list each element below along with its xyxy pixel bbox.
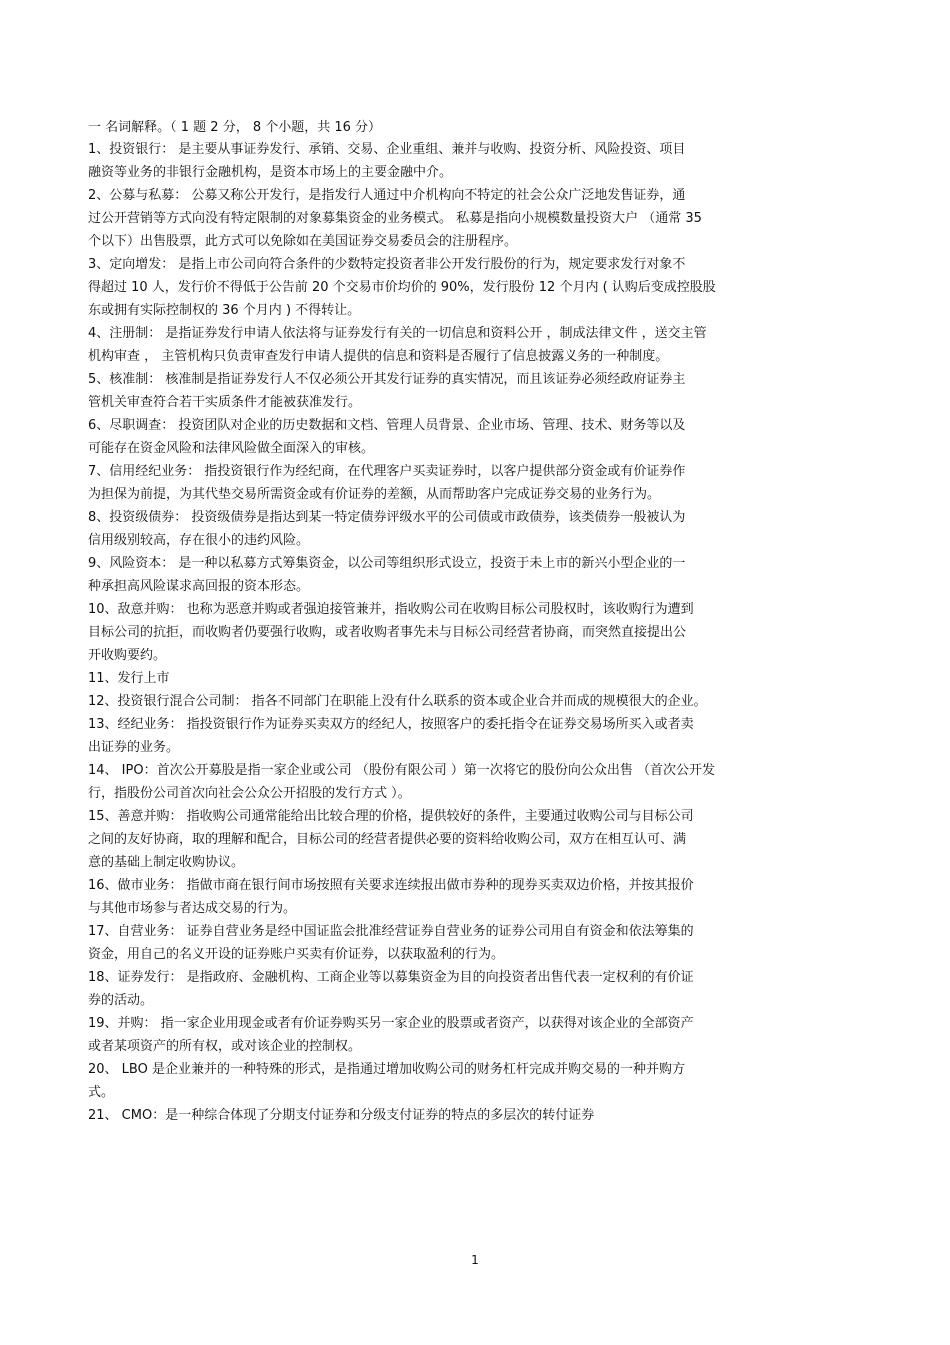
definition-line: 目标公司的抗拒，而收购者仍要强行收购，或者收购者事先未与目标公司经营者协商，而突然直接提出公 — [88, 625, 687, 640]
definition-line: 可能存在资金风险和法律风险做全面深入的审核。 — [88, 441, 375, 456]
definition-entry — [88, 415, 888, 461]
definition-line: 机构审查 ， 主管机构只负责审查发行申请人提供的信息和资料是否履行了信息披露义务的一种制度。 — [88, 349, 669, 364]
definition-line: 为担保为前提，为其代垫交易所需资金或有价证券的差额，从而帮助客户完成证券交易的业务行为。 — [88, 487, 661, 502]
definition-entry — [88, 461, 888, 507]
definition-entry — [88, 668, 888, 691]
definition-line: 11、发行上市 — [88, 671, 170, 686]
definition-line: 16、做市业务： 指做市商在银行间市场按照有关要求连续报出做市券种的现券买卖双边价格，并按其报价 — [88, 878, 694, 893]
definition-entry — [88, 507, 888, 553]
definition-entry — [88, 254, 888, 323]
definition-line: 14、 IPO：首次公开募股是指一家企业或公司 （股份有限公司 ）第一次将它的股份向公众出售 （首次公开发 — [88, 763, 715, 778]
definition-list — [88, 139, 888, 1128]
definition-line: 意的基础上制定收购协议。 — [88, 855, 245, 870]
definition-line: 4、注册制： 是指证券发行申请人依法将与证券发行有关的一切信息和资料公开 ，制成法律文件 ，送交主管 — [88, 326, 707, 341]
definition-line: 20、 LBO 是企业兼并的一种特殊的形式，是指通过增加收购公司的财务杠杆完成并购交易的一种并购方 — [88, 1062, 685, 1077]
definition-entry — [88, 691, 888, 714]
definition-line: 东或拥有实际控制权的 36 个月内 ) 不得转让。 — [88, 303, 361, 318]
definition-entry — [88, 323, 888, 369]
definition-line: 10、敌意并购： 也称为恶意并购或者强迫接管兼并，指收购公司在收购目标公司股权时，该收购行为遭到 — [88, 602, 694, 617]
definition-line: 7、信用经纪业务： 指投资银行作为经纪商，在代理客户买卖证券时，以客户提供部分资金或有价证券作 — [88, 464, 686, 479]
definition-line: 18、证券发行： 是指政府、金融机构、工商企业等以募集资金为目的向投资者出售代表一定权利的有价证 — [88, 970, 694, 985]
definition-entry — [88, 185, 888, 254]
definition-line: 开收购要约。 — [88, 648, 167, 663]
definition-line: 21、 CMO：是一种综合体现了分期支付证券和分级支付证券的特点的多层次的转付证券 — [88, 1108, 595, 1123]
definition-line: 管机关审查符合若干实质条件才能被获准发行。 — [88, 395, 362, 410]
definition-line: 融资等业务的非银行金融机构，是资本市场上的主要金融中介。 — [88, 165, 453, 180]
definition-line: 行，指股份公司首次向社会公众公开招股的发行方式 ）。 — [88, 786, 411, 801]
definition-entry — [88, 875, 888, 921]
definition-line: 1、投资银行： 是主要从事证券发行、承销、交易、企业重组、兼并与收购、投资分析、风险投资、项目 — [88, 142, 686, 157]
definition-line: 信用级别较高，存在很小的违约风险。 — [88, 533, 310, 548]
definition-entry — [88, 806, 888, 875]
definition-entry — [88, 714, 888, 760]
definition-line: 15、善意并购： 指收购公司通常能给出比较合理的价格，提供较好的条件，主要通过收购公司与目标公司 — [88, 809, 694, 824]
definition-line: 6、尽职调查： 投资团队对企业的历史数据和文档、管理人员背景、企业市场、管理、技术、财务等以及 — [88, 418, 686, 433]
page-number: 1 — [471, 1253, 479, 1267]
definition-line: 券的活动。 — [88, 993, 154, 1008]
definition-entry — [88, 139, 888, 185]
definition-line: 或者某项资产的所有权，或对该企业的控制权。 — [88, 1039, 362, 1054]
definition-line: 5、核准制： 核准制是指证券发行人不仅必须公开其发行证券的真实情况，而且该证券必须经政府证券主 — [88, 372, 686, 387]
definition-line: 3、定向增发： 是指上市公司向符合条件的少数特定投资者非公开发行股份的行为，规定要求发行对象不 — [88, 257, 686, 272]
definition-entry — [88, 1013, 888, 1059]
definition-line: 式。 — [88, 1085, 115, 1100]
definition-line: 与其他市场参与者达成交易的行为。 — [88, 901, 297, 916]
definition-entry — [88, 760, 888, 806]
definition-line: 19、并购： 指一家企业用现金或者有价证券购买另一家企业的股票或者资产，以获得对该企业的全部资产 — [88, 1016, 694, 1031]
definition-entry — [88, 921, 888, 967]
definition-line: 得超过 10 人，发行价不得低于公告前 20 个交易市价均价的 90%，发行股份 12 个月内 ( 认购后变成控股股 — [88, 280, 716, 295]
definition-line: 个以下）出售股票，此方式可以免除如在美国证券交易委员会的注册程序。 — [88, 234, 518, 249]
document-body — [88, 117, 888, 1128]
definition-line: 12、投资银行混合公司制： 指各不同部门在职能上没有什么联系的资本或企业合并而成的规模很大的企业。 — [88, 694, 707, 709]
definition-line: 资金，用自己的名义开设的证券账户买卖有价证券，以获取盈利的行为。 — [88, 947, 505, 962]
definition-line: 8、投资级债券： 投资级债券是指达到某一特定债券评级水平的公司债或市政债券，该类债券一般被认为 — [88, 510, 686, 525]
definition-line: 过公开营销等方式向没有特定限制的对象募集资金的业务模式。 私募是指向小规模数量投资大户 （通常 35 — [88, 211, 702, 226]
definition-entry — [88, 599, 888, 668]
definition-line: 种承担高风险谋求高回报的资本形态。 — [88, 579, 310, 594]
definition-line: 出证券的业务。 — [88, 740, 180, 755]
section-heading: 一 名词解释。（ 1 题 2 分， 8 个小题，共 16 分） — [88, 120, 382, 135]
definition-entry — [88, 1059, 888, 1105]
definition-line: 2、公募与私募： 公募又称公开发行，是指发行人通过中介机构向不特定的社会公众广泛地发售证券，通 — [88, 188, 686, 203]
definition-line: 之间的友好协商，取的理解和配合，目标公司的经营者提供必要的资料给收购公司，双方在相互认可、满 — [88, 832, 687, 847]
definition-line: 17、自营业务： 证券自营业务是经中国证监会批准经营证券自营业务的证券公司用自有资金和依法筹集的 — [88, 924, 694, 939]
definition-line: 13、经纪业务： 指投资银行作为证券买卖双方的经纪人，按照客户的委托指令在证券交易场所买入或者卖 — [88, 717, 694, 732]
definition-entry — [88, 369, 888, 415]
definition-entry — [88, 967, 888, 1013]
definition-entry — [88, 553, 888, 599]
definition-line: 9、风险资本： 是一种以私募方式筹集资金，以公司等组织形式设立，投资于未上市的新兴小型企业的一 — [88, 556, 686, 571]
definition-entry — [88, 1105, 888, 1128]
